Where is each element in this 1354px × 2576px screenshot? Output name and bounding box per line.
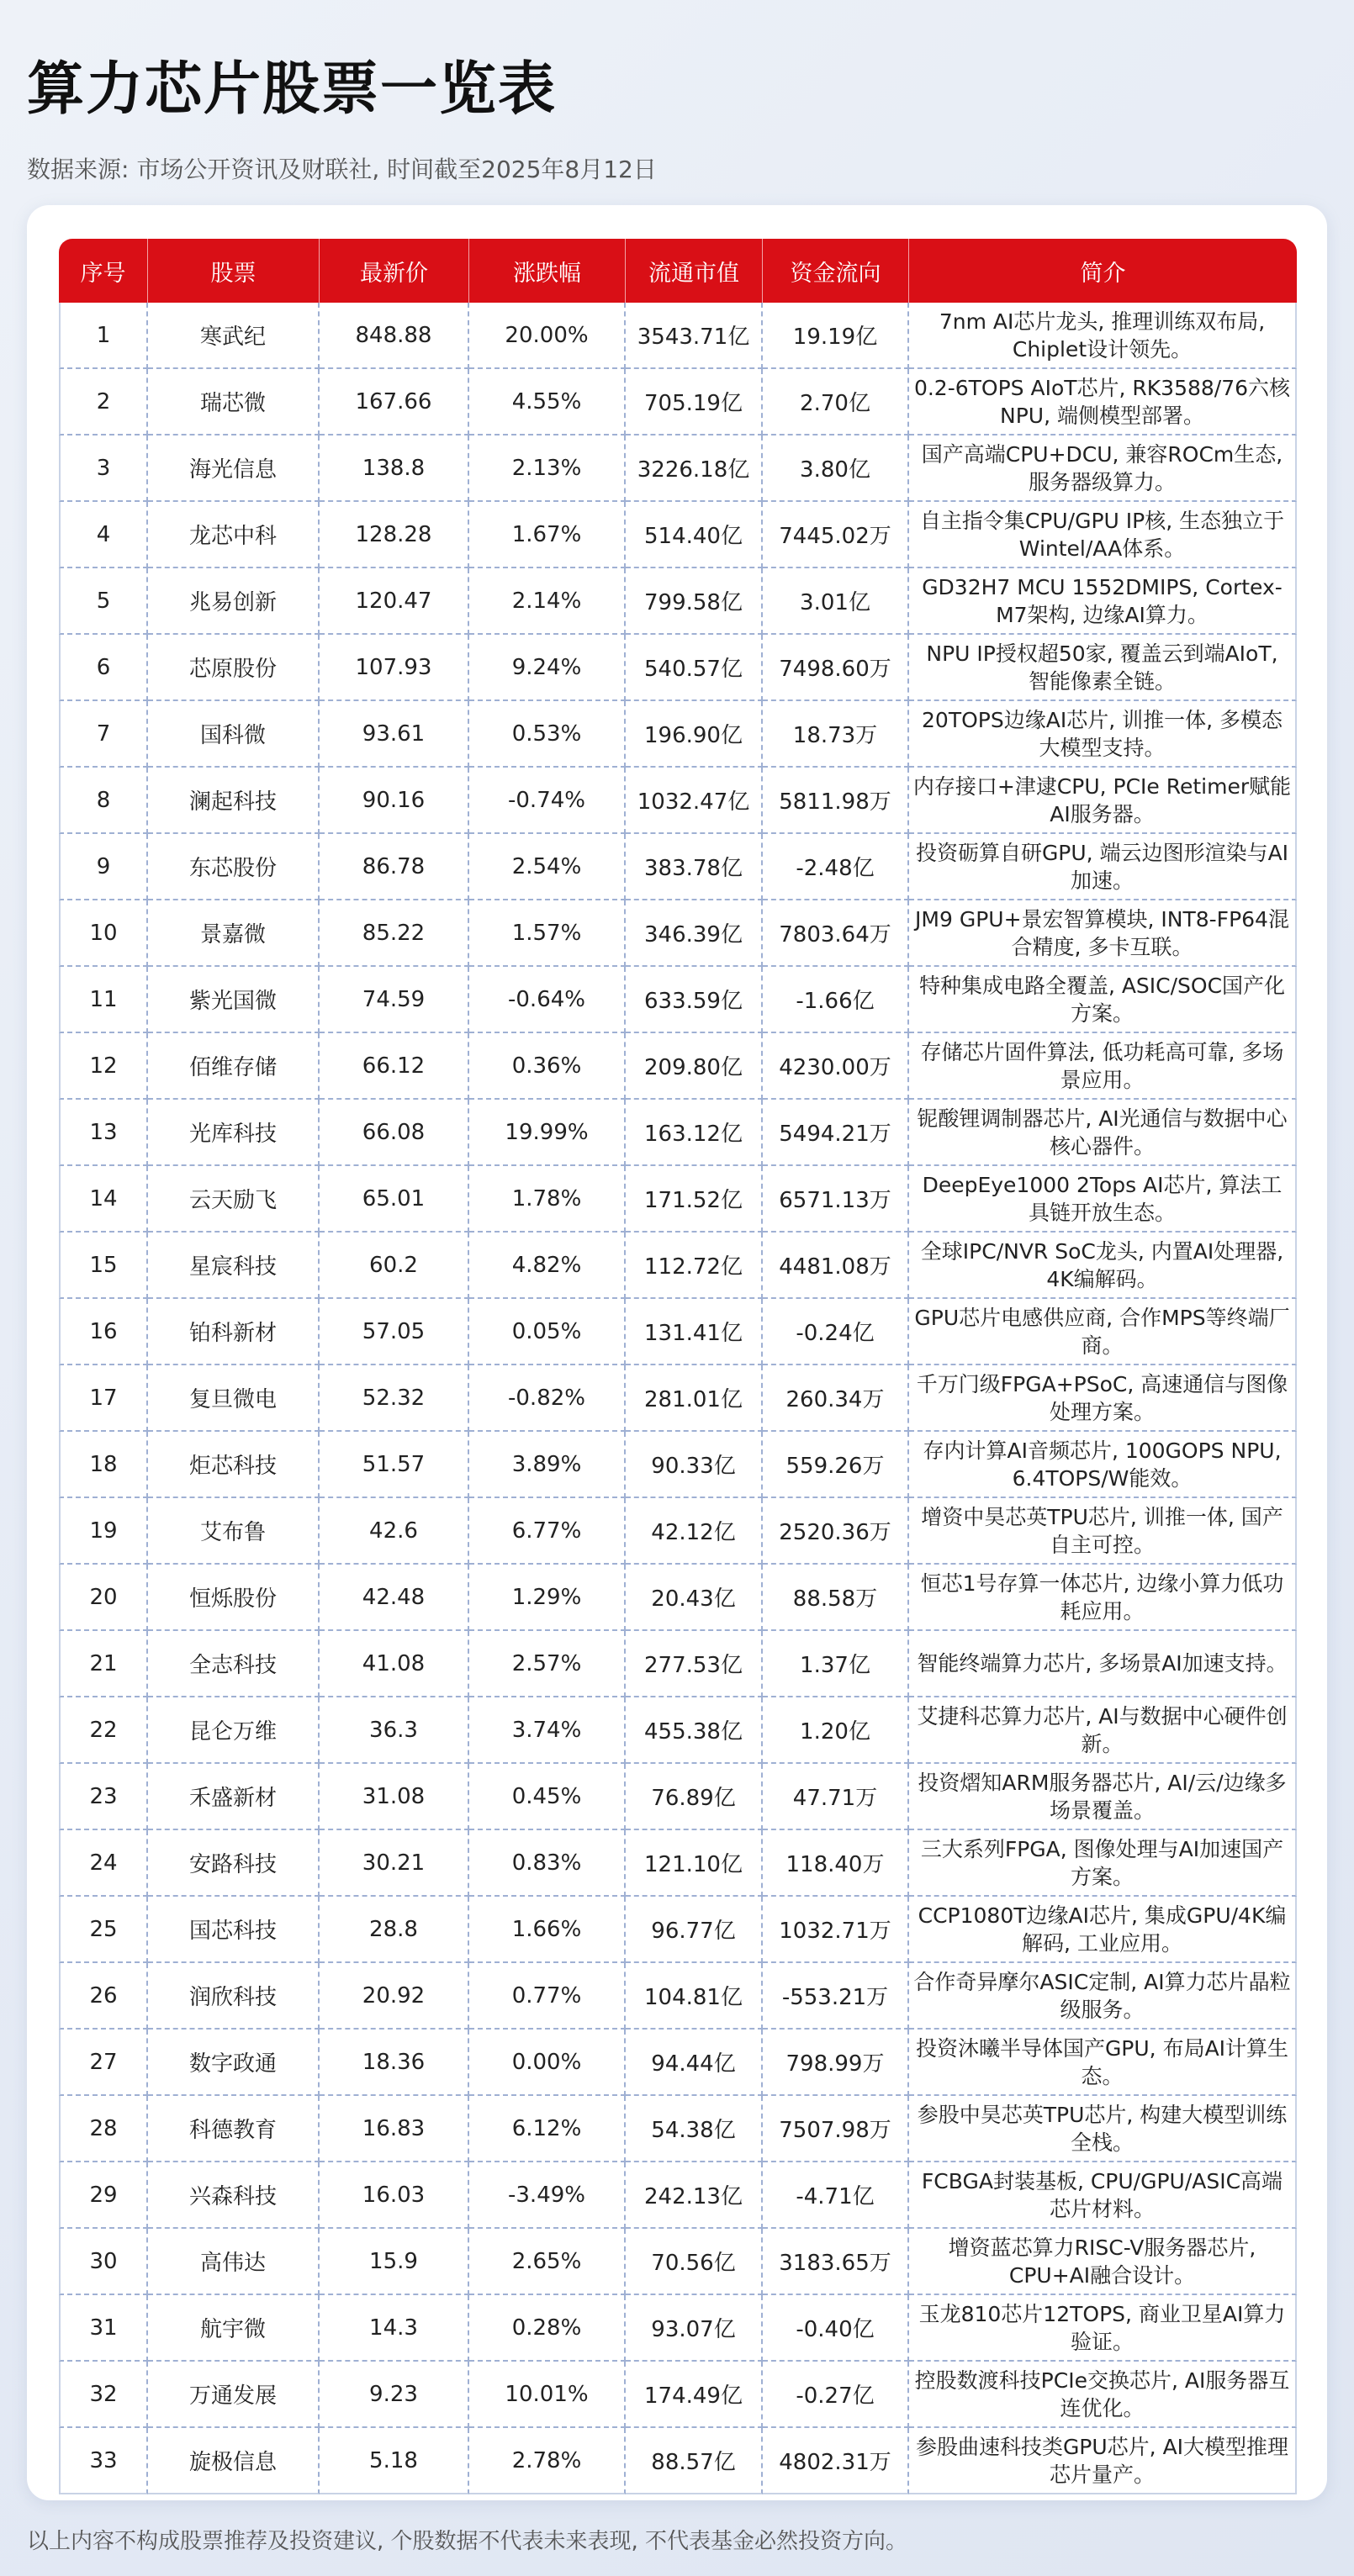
market-cap: 514.40亿: [626, 502, 763, 568]
header-description: 简介: [909, 239, 1297, 303]
market-cap: 3543.71亿: [626, 303, 763, 369]
description: 投资沐曦半导体国产GPU, 布局AI计算生态。: [909, 2030, 1297, 2096]
table-row: [59, 834, 1297, 900]
latest-price: 107.93: [320, 635, 469, 701]
description: 智能终端算力芯片, 多场景AI加速支持。: [909, 1631, 1297, 1697]
row-index: 15: [59, 1233, 148, 1299]
table-row: [59, 2295, 1297, 2362]
table-header: [59, 239, 1297, 303]
stock-name: 科德教育: [148, 2096, 320, 2162]
market-cap: 94.44亿: [626, 2030, 763, 2096]
change-percent: 0.53%: [469, 701, 626, 768]
header-stock: 股票: [148, 239, 320, 303]
row-index: 22: [59, 1697, 148, 1764]
latest-price: 66.08: [320, 1100, 469, 1166]
description: 自主指令集CPU/GPU IP核, 生态独立于Wintel/AA体系。: [909, 502, 1297, 568]
fund-flow: 118.40万: [763, 1830, 909, 1897]
row-index: 3: [59, 435, 148, 502]
header-market-cap: 流通市值: [626, 239, 763, 303]
table-row: [59, 568, 1297, 635]
row-index: 24: [59, 1830, 148, 1897]
table-row: [59, 2362, 1297, 2428]
stock-name: 高伟达: [148, 2229, 320, 2295]
fund-flow: 260.34万: [763, 1365, 909, 1432]
fund-flow: 3.01亿: [763, 568, 909, 635]
market-cap: 209.80亿: [626, 1033, 763, 1100]
fund-flow: 2.70亿: [763, 369, 909, 435]
row-index: 1: [59, 303, 148, 369]
table-row: [59, 1432, 1297, 1498]
table-row: [59, 1697, 1297, 1764]
fund-flow: 559.26万: [763, 1432, 909, 1498]
latest-price: 848.88: [320, 303, 469, 369]
stock-name: 龙芯中科: [148, 502, 320, 568]
table-row: [59, 502, 1297, 568]
fund-flow: 7803.64万: [763, 900, 909, 967]
description: 投资砺算自研GPU, 端云边图形渲染与AI加速。: [909, 834, 1297, 900]
row-index: 12: [59, 1033, 148, 1100]
row-index: 14: [59, 1166, 148, 1233]
description: 恒芯1号存算一体芯片, 边缘小算力低功耗应用。: [909, 1565, 1297, 1631]
market-cap: 54.38亿: [626, 2096, 763, 2162]
table-row: [59, 2030, 1297, 2096]
table-row: [59, 768, 1297, 834]
row-index: 16: [59, 1299, 148, 1365]
latest-price: 90.16: [320, 768, 469, 834]
description: JM9 GPU+景宏智算模块, INT8-FP64混合精度, 多卡互联。: [909, 900, 1297, 967]
table-row: [59, 1166, 1297, 1233]
description: 20TOPS边缘AI芯片, 训推一体, 多模态大模型支持。: [909, 701, 1297, 768]
change-percent: 1.67%: [469, 502, 626, 568]
stock-name: 海光信息: [148, 435, 320, 502]
latest-price: 15.9: [320, 2229, 469, 2295]
market-cap: 277.53亿: [626, 1631, 763, 1697]
description: 合作奇异摩尔ASIC定制, AI算力芯片晶粒级服务。: [909, 1963, 1297, 2030]
fund-flow: 7507.98万: [763, 2096, 909, 2162]
change-percent: 3.74%: [469, 1697, 626, 1764]
market-cap: 455.38亿: [626, 1697, 763, 1764]
fund-flow: -1.66亿: [763, 967, 909, 1033]
row-index: 5: [59, 568, 148, 635]
stock-name: 炬芯科技: [148, 1432, 320, 1498]
row-index: 6: [59, 635, 148, 701]
change-percent: 1.29%: [469, 1565, 626, 1631]
description: 存内计算AI音频芯片, 100GOPS NPU, 6.4TOPS/W能效。: [909, 1432, 1297, 1498]
change-percent: -0.64%: [469, 967, 626, 1033]
table-row: [59, 1365, 1297, 1432]
row-index: 8: [59, 768, 148, 834]
stock-name: 星宸科技: [148, 1233, 320, 1299]
table-row: [59, 635, 1297, 701]
header-change: 涨跌幅: [469, 239, 626, 303]
latest-price: 128.28: [320, 502, 469, 568]
latest-price: 20.92: [320, 1963, 469, 2030]
latest-price: 51.57: [320, 1432, 469, 1498]
table-row: [59, 1631, 1297, 1697]
stock-table: [59, 239, 1297, 2494]
stock-name: 兴森科技: [148, 2162, 320, 2229]
latest-price: 16.83: [320, 2096, 469, 2162]
latest-price: 42.48: [320, 1565, 469, 1631]
change-percent: 9.24%: [469, 635, 626, 701]
market-cap: 346.39亿: [626, 900, 763, 967]
change-percent: -3.49%: [469, 2162, 626, 2229]
fund-flow: 1.20亿: [763, 1697, 909, 1764]
fund-flow: 7445.02万: [763, 502, 909, 568]
market-cap: 76.89亿: [626, 1764, 763, 1830]
stock-name: 澜起科技: [148, 768, 320, 834]
change-percent: 10.01%: [469, 2362, 626, 2428]
stock-name: 铂科新材: [148, 1299, 320, 1365]
stock-name: 佰维存储: [148, 1033, 320, 1100]
market-cap: 163.12亿: [626, 1100, 763, 1166]
stock-name: 数字政通: [148, 2030, 320, 2096]
table-row: [59, 2096, 1297, 2162]
row-index: 20: [59, 1565, 148, 1631]
description: DeepEye1000 2Tops AI芯片, 算法工具链开放生态。: [909, 1166, 1297, 1233]
fund-flow: 3.80亿: [763, 435, 909, 502]
latest-price: 74.59: [320, 967, 469, 1033]
page-title: 算力芯片股票一览表: [27, 56, 558, 123]
market-cap: 1032.47亿: [626, 768, 763, 834]
fund-flow: -4.71亿: [763, 2162, 909, 2229]
fund-flow: 5494.21万: [763, 1100, 909, 1166]
row-index: 28: [59, 2096, 148, 2162]
table-row: [59, 1299, 1297, 1365]
latest-price: 66.12: [320, 1033, 469, 1100]
fund-flow: -0.27亿: [763, 2362, 909, 2428]
fund-flow: 3183.65万: [763, 2229, 909, 2295]
table-row: [59, 1897, 1297, 1963]
stock-name: 寒武纪: [148, 303, 320, 369]
stock-name: 国芯科技: [148, 1897, 320, 1963]
description: 全球IPC/NVR SoC龙头, 内置AI处理器, 4K编解码。: [909, 1233, 1297, 1299]
stock-name: 禾盛新材: [148, 1764, 320, 1830]
latest-price: 65.01: [320, 1166, 469, 1233]
stock-name: 全志科技: [148, 1631, 320, 1697]
fund-flow: 798.99万: [763, 2030, 909, 2096]
fund-flow: 4230.00万: [763, 1033, 909, 1100]
header-index: 序号: [59, 239, 148, 303]
change-percent: 4.55%: [469, 369, 626, 435]
change-percent: 0.83%: [469, 1830, 626, 1897]
market-cap: 383.78亿: [626, 834, 763, 900]
table-row: [59, 1498, 1297, 1565]
fund-flow: 6571.13万: [763, 1166, 909, 1233]
fund-flow: 4802.31万: [763, 2428, 909, 2494]
table-row: [59, 2162, 1297, 2229]
market-cap: 799.58亿: [626, 568, 763, 635]
change-percent: -0.74%: [469, 768, 626, 834]
table-row: [59, 2229, 1297, 2295]
stock-name: 航宇微: [148, 2295, 320, 2362]
latest-price: 9.23: [320, 2362, 469, 2428]
data-source-note: 数据来源: 市场公开资讯及财联社, 时间截至2025年8月12日: [27, 156, 657, 183]
change-percent: 0.28%: [469, 2295, 626, 2362]
change-percent: -0.82%: [469, 1365, 626, 1432]
fund-flow: 88.58万: [763, 1565, 909, 1631]
fund-flow: 47.71万: [763, 1764, 909, 1830]
row-index: 11: [59, 967, 148, 1033]
market-cap: 90.33亿: [626, 1432, 763, 1498]
latest-price: 60.2: [320, 1233, 469, 1299]
change-percent: 4.82%: [469, 1233, 626, 1299]
stock-name: 艾布鲁: [148, 1498, 320, 1565]
description: 国产高端CPU+DCU, 兼容ROCm生态, 服务器级算力。: [909, 435, 1297, 502]
change-percent: 0.36%: [469, 1033, 626, 1100]
row-index: 18: [59, 1432, 148, 1498]
fund-flow: -0.24亿: [763, 1299, 909, 1365]
row-index: 23: [59, 1764, 148, 1830]
latest-price: 57.05: [320, 1299, 469, 1365]
description: 玉龙810芯片12TOPS, 商业卫星AI算力验证。: [909, 2295, 1297, 2362]
change-percent: 2.65%: [469, 2229, 626, 2295]
description: 内存接口+津逮CPU, PCIe Retimer赋能AI服务器。: [909, 768, 1297, 834]
row-index: 26: [59, 1963, 148, 2030]
row-index: 30: [59, 2229, 148, 2295]
stock-name: 芯原股份: [148, 635, 320, 701]
change-percent: 2.14%: [469, 568, 626, 635]
latest-price: 31.08: [320, 1764, 469, 1830]
market-cap: 70.56亿: [626, 2229, 763, 2295]
latest-price: 138.8: [320, 435, 469, 502]
fund-flow: 19.19亿: [763, 303, 909, 369]
description: 千万门级FPGA+PSoC, 高速通信与图像处理方案。: [909, 1365, 1297, 1432]
stock-name: 昆仑万维: [148, 1697, 320, 1764]
change-percent: 6.77%: [469, 1498, 626, 1565]
market-cap: 174.49亿: [626, 2362, 763, 2428]
fund-flow: 18.73万: [763, 701, 909, 768]
stock-name: 景嘉微: [148, 900, 320, 967]
header-fund-flow: 资金流向: [763, 239, 909, 303]
description: 控股数渡科技PCIe交换芯片, AI服务器互连优化。: [909, 2362, 1297, 2428]
row-index: 13: [59, 1100, 148, 1166]
latest-price: 52.32: [320, 1365, 469, 1432]
market-cap: 112.72亿: [626, 1233, 763, 1299]
description: 投资熠知ARM服务器芯片, AI/云/边缘多场景覆盖。: [909, 1764, 1297, 1830]
stock-name: 东芯股份: [148, 834, 320, 900]
table-row: [59, 303, 1297, 369]
latest-price: 14.3: [320, 2295, 469, 2362]
market-cap: 633.59亿: [626, 967, 763, 1033]
description: 三大系列FPGA, 图像处理与AI加速国产方案。: [909, 1830, 1297, 1897]
market-cap: 3226.18亿: [626, 435, 763, 502]
stock-name: 紫光国微: [148, 967, 320, 1033]
market-cap: 131.41亿: [626, 1299, 763, 1365]
row-index: 33: [59, 2428, 148, 2494]
change-percent: 0.77%: [469, 1963, 626, 2030]
table-row: [59, 1033, 1297, 1100]
stock-name: 安路科技: [148, 1830, 320, 1897]
latest-price: 5.18: [320, 2428, 469, 2494]
description: 增资蓝芯算力RISC-V服务器芯片, CPU+AI融合设计。: [909, 2229, 1297, 2295]
row-index: 31: [59, 2295, 148, 2362]
stock-name: 国科微: [148, 701, 320, 768]
market-cap: 88.57亿: [626, 2428, 763, 2494]
change-percent: 2.54%: [469, 834, 626, 900]
stock-name: 润欣科技: [148, 1963, 320, 2030]
market-cap: 20.43亿: [626, 1565, 763, 1631]
description: 7nm AI芯片龙头, 推理训练双布局, Chiplet设计领先。: [909, 303, 1297, 369]
stock-name: 云天励飞: [148, 1166, 320, 1233]
table-row: [59, 1233, 1297, 1299]
stock-name: 光库科技: [148, 1100, 320, 1166]
stock-name: 瑞芯微: [148, 369, 320, 435]
row-index: 27: [59, 2030, 148, 2096]
fund-flow: 7498.60万: [763, 635, 909, 701]
change-percent: 19.99%: [469, 1100, 626, 1166]
stock-name: 复旦微电: [148, 1365, 320, 1432]
latest-price: 120.47: [320, 568, 469, 635]
description: FCBGA封装基板, CPU/GPU/ASIC高端芯片材料。: [909, 2162, 1297, 2229]
row-index: 4: [59, 502, 148, 568]
table-row: [59, 1764, 1297, 1830]
fund-flow: 1.37亿: [763, 1631, 909, 1697]
row-index: 2: [59, 369, 148, 435]
description: GD32H7 MCU 1552DMIPS, Cortex-M7架构, 边缘AI算力。: [909, 568, 1297, 635]
row-index: 7: [59, 701, 148, 768]
change-percent: 2.57%: [469, 1631, 626, 1697]
description: 铌酸锂调制器芯片, AI光通信与数据中心核心器件。: [909, 1100, 1297, 1166]
row-index: 29: [59, 2162, 148, 2229]
market-cap: 281.01亿: [626, 1365, 763, 1432]
change-percent: 2.78%: [469, 2428, 626, 2494]
description: GPU芯片电感供应商, 合作MPS等终端厂商。: [909, 1299, 1297, 1365]
change-percent: 20.00%: [469, 303, 626, 369]
description: 增资中昊芯英TPU芯片, 训推一体, 国产自主可控。: [909, 1498, 1297, 1565]
latest-price: 36.3: [320, 1697, 469, 1764]
change-percent: 0.45%: [469, 1764, 626, 1830]
table-row: [59, 369, 1297, 435]
market-cap: 196.90亿: [626, 701, 763, 768]
fund-flow: -0.40亿: [763, 2295, 909, 2362]
latest-price: 42.6: [320, 1498, 469, 1565]
change-percent: 3.89%: [469, 1432, 626, 1498]
table-row: [59, 900, 1297, 967]
table-row: [59, 2428, 1297, 2494]
change-percent: 2.13%: [469, 435, 626, 502]
description: 特种集成电路全覆盖, ASIC/SOC国产化方案。: [909, 967, 1297, 1033]
row-index: 10: [59, 900, 148, 967]
table-row: [59, 1963, 1297, 2030]
fund-flow: -2.48亿: [763, 834, 909, 900]
row-index: 21: [59, 1631, 148, 1697]
latest-price: 167.66: [320, 369, 469, 435]
table-row: [59, 1830, 1297, 1897]
stock-name: 万通发展: [148, 2362, 320, 2428]
disclaimer: 以上内容不构成股票推荐及投资建议, 个股数据不代表未来表现, 不代表基金必然投资方向。: [27, 2529, 908, 2554]
fund-flow: 2520.36万: [763, 1498, 909, 1565]
description: 参股中昊芯英TPU芯片, 构建大模型训练全栈。: [909, 2096, 1297, 2162]
market-cap: 96.77亿: [626, 1897, 763, 1963]
fund-flow: -553.21万: [763, 1963, 909, 2030]
row-index: 17: [59, 1365, 148, 1432]
fund-flow: 1032.71万: [763, 1897, 909, 1963]
market-cap: 171.52亿: [626, 1166, 763, 1233]
market-cap: 540.57亿: [626, 635, 763, 701]
stock-name: 恒烁股份: [148, 1565, 320, 1631]
row-index: 19: [59, 1498, 148, 1565]
description: 参股曲速科技类GPU芯片, AI大模型推理芯片量产。: [909, 2428, 1297, 2494]
latest-price: 93.61: [320, 701, 469, 768]
market-cap: 104.81亿: [626, 1963, 763, 2030]
market-cap: 42.12亿: [626, 1498, 763, 1565]
latest-price: 86.78: [320, 834, 469, 900]
fund-flow: 4481.08万: [763, 1233, 909, 1299]
description: 0.2-6TOPS AIoT芯片, RK3588/76六核NPU, 端侧模型部署。: [909, 369, 1297, 435]
change-percent: 6.12%: [469, 2096, 626, 2162]
description: 艾捷科芯算力芯片, AI与数据中心硬件创新。: [909, 1697, 1297, 1764]
latest-price: 30.21: [320, 1830, 469, 1897]
table-row: [59, 1565, 1297, 1631]
table-row: [59, 701, 1297, 768]
row-index: 9: [59, 834, 148, 900]
latest-price: 41.08: [320, 1631, 469, 1697]
latest-price: 16.03: [320, 2162, 469, 2229]
table-row: [59, 435, 1297, 502]
fund-flow: 5811.98万: [763, 768, 909, 834]
market-cap: 242.13亿: [626, 2162, 763, 2229]
change-percent: 1.57%: [469, 900, 626, 967]
latest-price: 18.36: [320, 2030, 469, 2096]
change-percent: 0.00%: [469, 2030, 626, 2096]
market-cap: 93.07亿: [626, 2295, 763, 2362]
row-index: 32: [59, 2362, 148, 2428]
change-percent: 1.78%: [469, 1166, 626, 1233]
table-row: [59, 967, 1297, 1033]
stock-name: 兆易创新: [148, 568, 320, 635]
row-index: 25: [59, 1897, 148, 1963]
table-body: [59, 303, 1297, 2494]
market-cap: 121.10亿: [626, 1830, 763, 1897]
latest-price: 28.8: [320, 1897, 469, 1963]
description: 存储芯片固件算法, 低功耗高可靠, 多场景应用。: [909, 1033, 1297, 1100]
table-row: [59, 1100, 1297, 1166]
description: NPU IP授权超50家, 覆盖云到端AIoT, 智能像素全链。: [909, 635, 1297, 701]
change-percent: 1.66%: [469, 1897, 626, 1963]
change-percent: 0.05%: [469, 1299, 626, 1365]
stock-name: 旋极信息: [148, 2428, 320, 2494]
latest-price: 85.22: [320, 900, 469, 967]
description: CCP1080T边缘AI芯片, 集成GPU/4K编解码, 工业应用。: [909, 1897, 1297, 1963]
market-cap: 705.19亿: [626, 369, 763, 435]
header-price: 最新价: [320, 239, 469, 303]
